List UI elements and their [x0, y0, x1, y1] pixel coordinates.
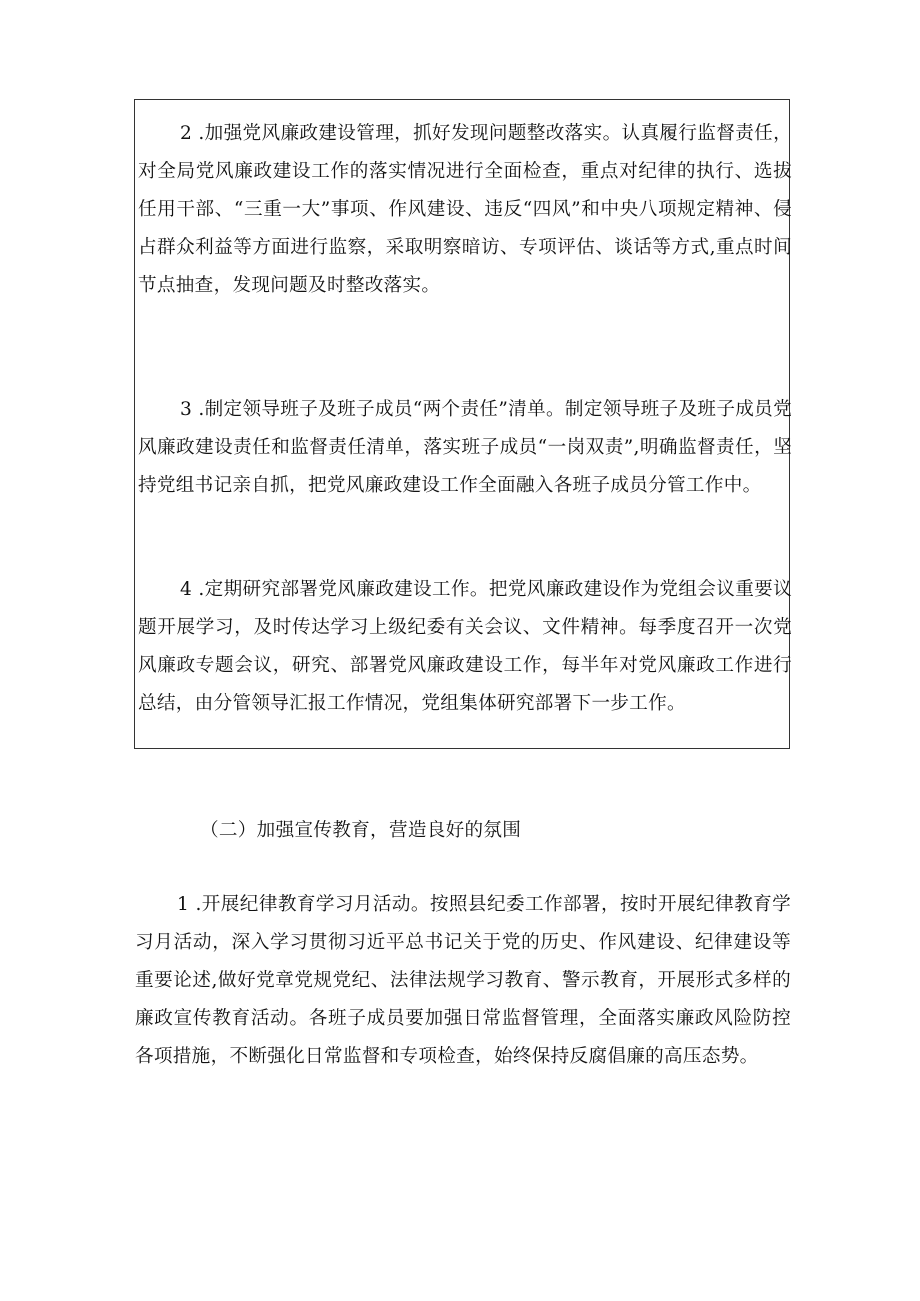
paragraph-item-4: 4 .定期研究部署党风廉政建设工作。把党风廉政建设作为党组会议重要议题开展学习，及时传达学习上级纪委有关会议、文件精神。每季度召开一次党风廉政专题会议，研究、部署党风廉政建设工作，每半年对党风廉政工作进行总结，由分管领导汇报工作情况，党组集体研究部署下一步工作。	[138, 579, 792, 714]
paragraph-item-3: 3 .制定领导班子及班子成员“两个责任”清单。制定领导班子及班子成员党风廉政建设责任和监督责任清单，落实班子成员“一岗双责”,明确监督责任，坚持党组书记亲自抓，把党风廉政建设工作全面融入各班子成员分管工作中。	[138, 399, 792, 496]
section-heading: （二）加强宣传教育，营造良好的氛围	[200, 820, 522, 841]
paragraph-item-1: 1 .开展纪律教育学习月活动。按照县纪委工作部署，按时开展纪律教育学习月活动，深入学习贯彻习近平总书记关于党的历史、作风建设、纪律建设等重要论述,做好党章党规党纪、法律法规学习教育、警示教育，开展形式多样的廉政宣传教育活动。各班子成员要加强日常监督管理，全面落实廉政风险防控各项措施，不断强化日常监督和专项检查，始终保持反腐倡廉的高压态势。	[135, 894, 791, 1067]
paragraph-item-2: 2 .加强党风廉政建设管理，抓好发现问题整改落实。认真履行监督责任，对全局党风廉政建设工作的落实情况进行全面检查，重点对纪律的执行、选拔任用干部、“三重一大”事项、作风建设、违反“四风”和中央八项规定精神、侵占群众利益等方面进行监察，采取明察暗访、专项评估、谈话等方式,重点时间节点抽查，发现问题及时整改落实。	[138, 123, 792, 296]
